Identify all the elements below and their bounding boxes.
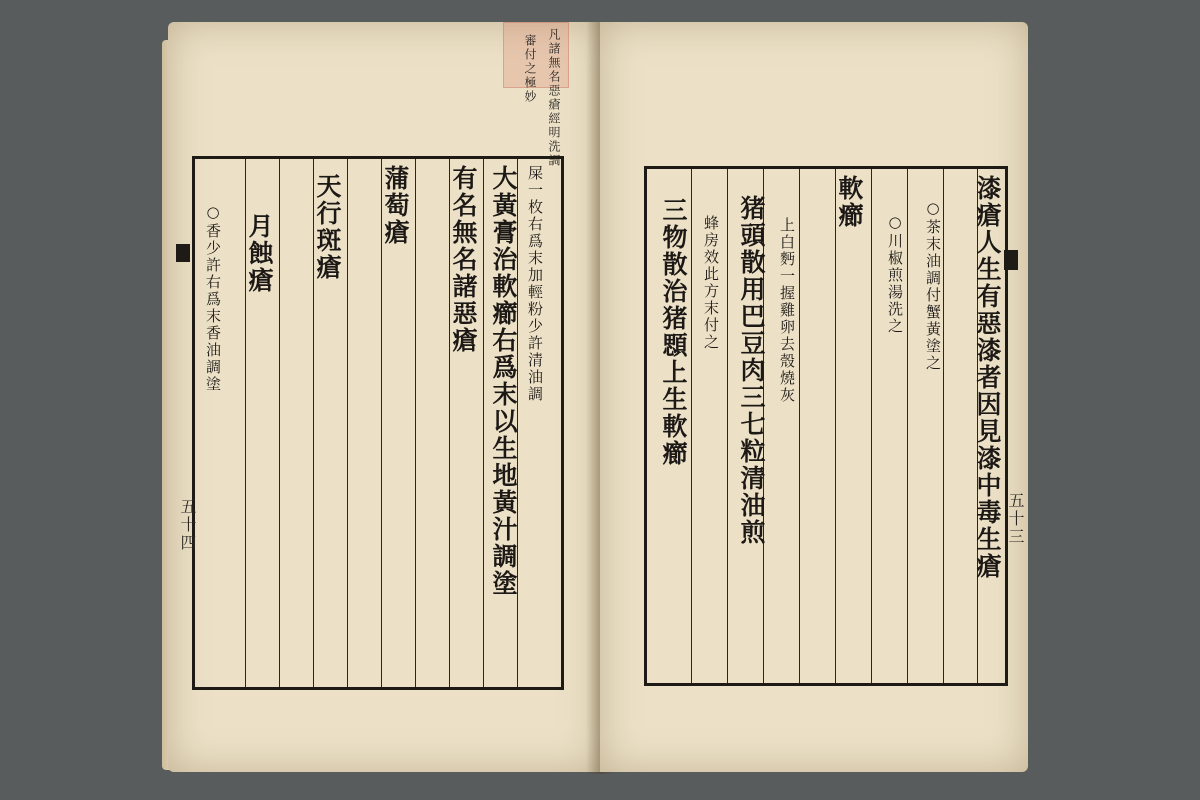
text-column-2: ○茶末油調付蟹黃塗之 xyxy=(924,199,942,372)
text-column-1: 屎一枚右爲末加輕粉少許清油調 xyxy=(526,165,544,403)
left-text-frame xyxy=(192,156,564,690)
text-column-2: 大黃膏治軟癤右爲末以生地黃汁調塗 xyxy=(489,165,518,597)
text-column-6: 月蝕瘡 xyxy=(245,213,274,294)
text-column-5: 上白麪一握雞卵去殼燒灰 xyxy=(778,217,796,404)
text-column-3: ○川椒煎湯洗之 xyxy=(886,213,904,335)
right-text-frame xyxy=(644,166,1008,686)
text-column-5: 天行斑瘡 xyxy=(313,173,342,281)
right-page xyxy=(600,22,1028,772)
open-book xyxy=(168,22,1028,782)
margin-note-2: 審付之極妙 xyxy=(523,34,537,104)
text-column-7: 蜂房效此方末付之 xyxy=(702,215,720,351)
margin-note-1: 凡諸無名惡瘡經明洗調 xyxy=(547,28,561,168)
fish-tail-mark xyxy=(176,244,190,262)
text-column-4: 蒲萄瘡 xyxy=(381,165,410,246)
left-page-number: 五十四 xyxy=(178,498,197,552)
left-page xyxy=(168,22,600,772)
right-page-number: 五十三 xyxy=(1006,492,1025,546)
text-column-1: 漆瘡人生有惡漆者因見漆中毒生瘡 xyxy=(973,175,1002,580)
text-column-8: 三物散治猪顋上生軟癤 xyxy=(659,197,688,467)
text-column-4: 軟癤 xyxy=(835,175,864,229)
text-column-7: ○香少許右爲末香油調塗 xyxy=(204,203,222,393)
text-column-6: 猪頭散用巴豆肉三七粒清油煎 xyxy=(737,195,766,546)
fish-tail-mark xyxy=(1004,250,1018,270)
text-column-3: 有名無名諸惡瘡 xyxy=(449,165,478,354)
